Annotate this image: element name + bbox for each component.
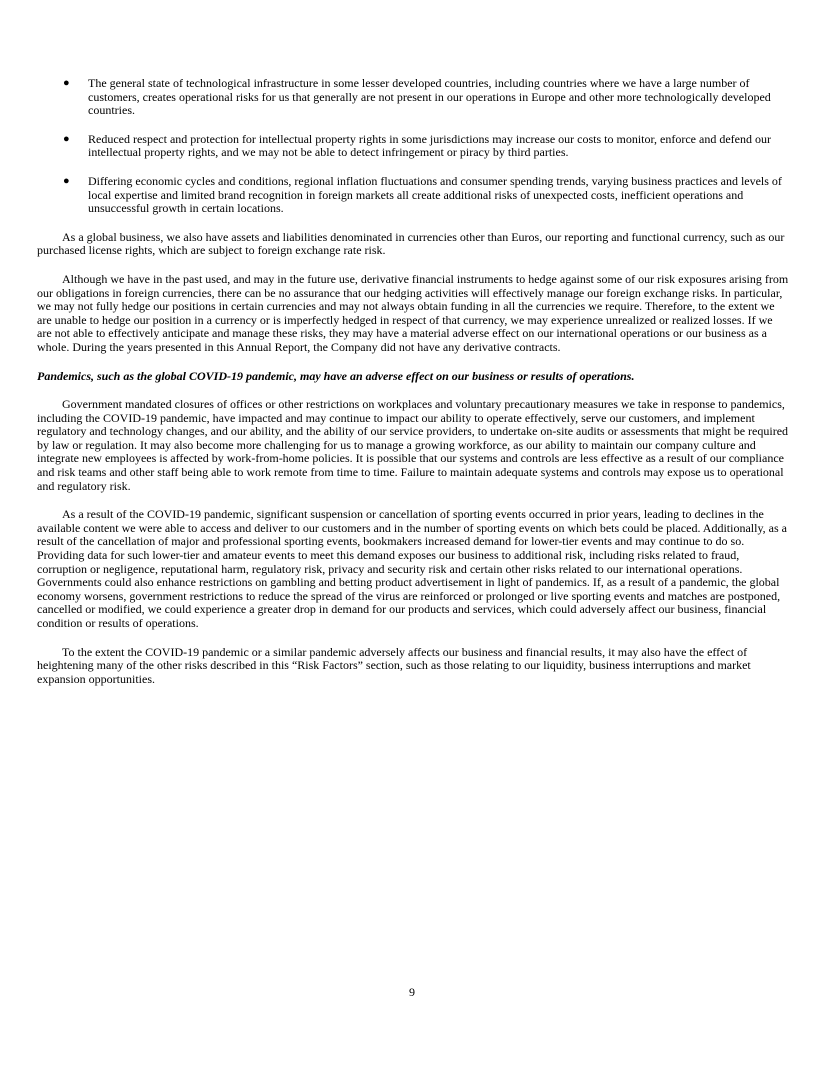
page-number: 9 (409, 985, 415, 999)
bullet-item (37, 77, 789, 118)
bullet-icon: ● (63, 77, 70, 89)
bullet-text: The general state of technological infrastructure in some lesser developed countries, including countries where we have a large number of customers, creates operational risks for us that generally are not present in our operations in Europe and other more technologically developed countries. (88, 76, 771, 118)
bullet-icon: ● (63, 132, 70, 145)
paragraph-fx-assets: As a global business, we also have assets and liabilities denominated in currencies other than Euros, our reporting and functional currency, such as our purchased license rights, which are subject to foreign exchange rate risk. (37, 229, 785, 258)
paragraph-fx-hedging: Although we have in the past used, and may in the future use, derivative financial instruments to hedge against some of our risk exposures arising from our obligations in foreign currencies, there can be no assurance that our hedging activities will effectively manage our foreign exchange risks. In particular, we may not fully hedge our positions in certain currencies and may not always obtain funding in all the currencies we require. Therefore, to the extent we are unable to hedge our position in a currency or is imperfectly hedged in respect of that currency, we may experience unrealized or realized losses. If we are not able to effectively anticipate and manage these risks, they may have a material adverse effect on our international operations or our business as a whole. During the years presented in this Annual Report, the Company did not have any derivative contracts. (37, 271, 789, 354)
risk-bullet-list (37, 77, 789, 216)
bullet-text: Reduced respect and protection for intellectual property rights in some jurisdictions may increase our costs to monitor, enforce and defend our intellectual property rights, and we may not be able to detect infringement or piracy by third parties. (88, 131, 771, 160)
paragraph-pandemic-other-risks: To the extent the COVID-19 pandemic or a similar pandemic adversely affects our business and financial results, it may also have the effect of heightening many of the other risks described in this “Risk Factors” section, such as those relating to our liquidity, business interruptions and market expansion opportunities. (37, 644, 751, 686)
bullet-text: Differing economic cycles and conditions, regional inflation fluctuations and consumer spending trends, varying business practices and levels of local expertise and limited brand recognition in foreign markets all create additional risks of unexpected costs, inefficient operations and unsuccessful growth in certain locations. (88, 173, 782, 216)
paragraph-pandemic-restrictions: Government mandated closures of offices or other restrictions on workplaces and voluntary precautionary measures we take in response to pandemics, including the COVID-19 pandemic, have impacted and may continue to impact our ability to operate effectively, serve our customers, and implement regulatory and technology changes, and our ability, and the ability of our service providers, to undertake on-site audits or assessments that might be required by law or regulation. It may also become more challenging for us to manage a growing workforce, as our ability to maintain our company culture and integrate new employees is affected by work-from-home policies. It is possible that our systems and controls are less effective as a result of our compliance and risk teams and other staff being able to work remote from time to time. Failure to maintain adequate systems and controls may expose us to operational and regulatory risk. (37, 397, 789, 493)
bullet-item (37, 133, 789, 160)
bullet-item (37, 175, 789, 216)
section-heading-pandemics: Pandemics, such as the global COVID-19 pandemic, may have an adverse effect on our business or results of operations. (37, 368, 635, 383)
document-body (37, 77, 789, 701)
bullet-icon: ● (63, 174, 70, 187)
paragraph-pandemic-sporting-events: As a result of the COVID-19 pandemic, significant suspension or cancellation of sporting events occurred in prior years, leading to declines in the available content we were able to access and deliver to our customers and in the number of sporting events on which bets could be placed. Additionally, as a result of the cancellation of major and professional sporting events, bookmakers increased demand for lower-tier events and may continue to do so. Providing data for such lower-tier and amateur events to meet this demand exposes our business to additional risk, including risks related to fraud, corruption or negligence, reputational harm, regulatory risk, privacy and security risk and certain other risks related to our international operations. Governments could also enhance restrictions on gambling and betting product advertisement in light of pandemics. If, as a result of a pandemic, the global economy worsens, government restrictions to reduce the spread of the virus are reinforced or prolonged or live sporting events and matches are postponed, cancelled or modified, we could experience a greater drop in demand for our products and services, which could adversely affect our business, financial condition or results of operations. (37, 507, 787, 630)
